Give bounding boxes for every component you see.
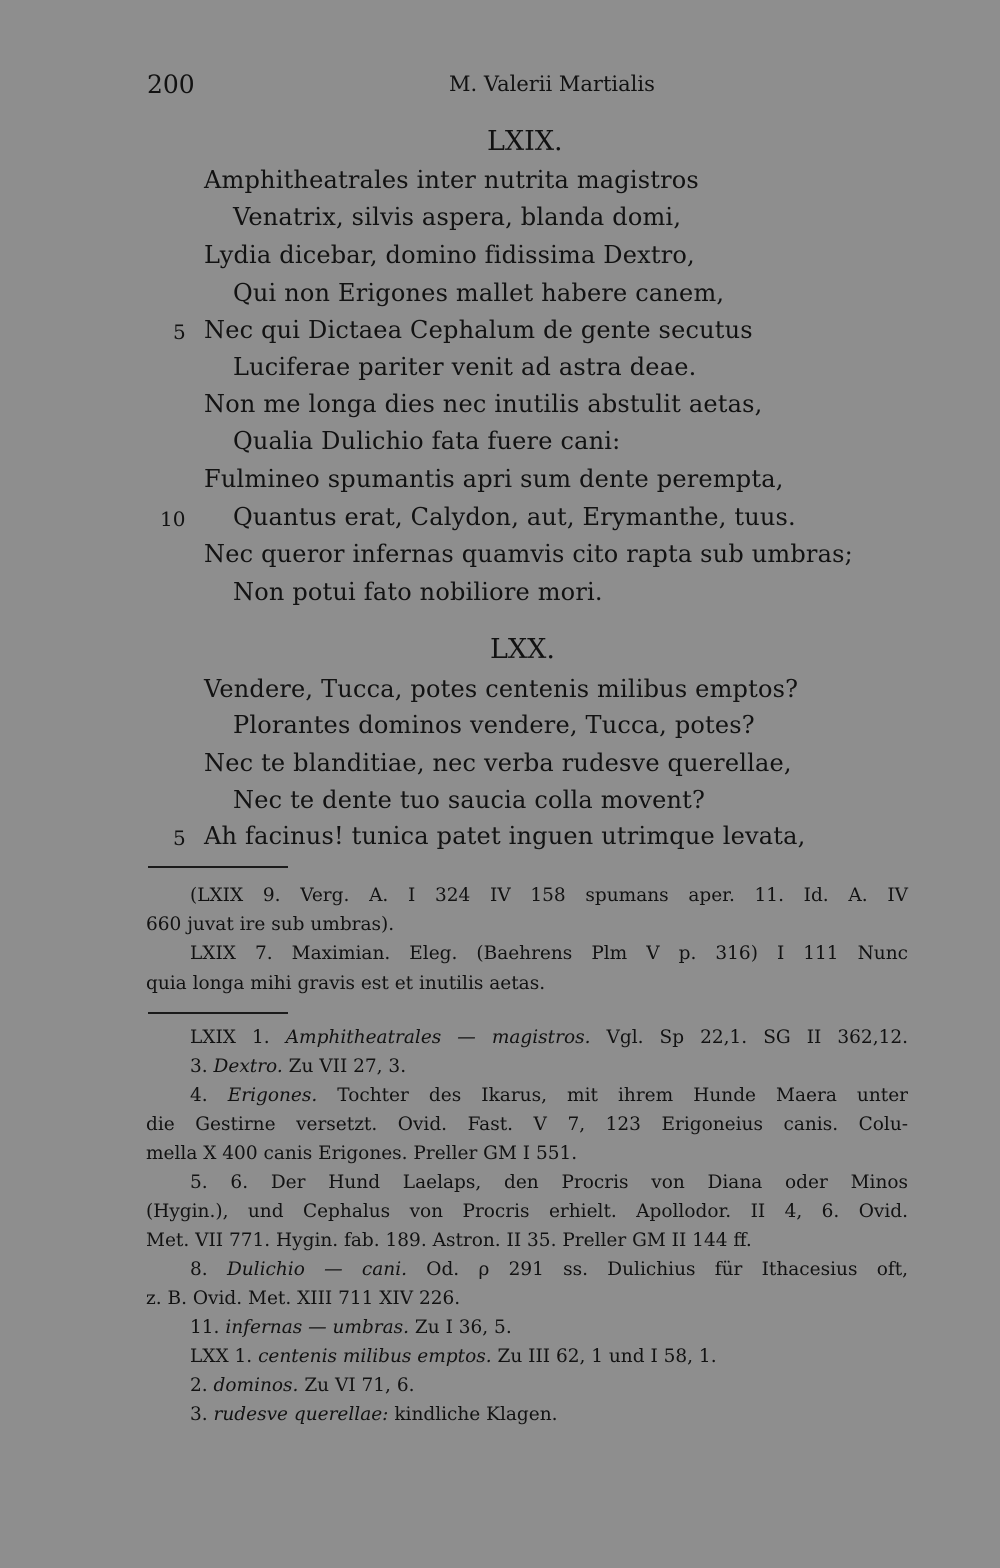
verse-line: Nec qui Dictaea Cephalum de gente secutus [204, 316, 753, 344]
commentary-ref: 3. [190, 1404, 208, 1425]
commentary-line: (Hygin.), und Cephalus von Procris erhielt. Apollodor. II 4, 6. Ovid. [146, 1201, 908, 1222]
verse-line: Non potui fato nobiliore mori. [233, 578, 603, 606]
verse-line: Lydia dicebar, domino fidissima Dextro, [204, 241, 695, 269]
commentary-text: Zu VI 71, 6. [304, 1375, 415, 1396]
verse-line: Non me longa dies nec inutilis abstulit aetas, [204, 390, 763, 418]
running-title: M. Valerii Martialis [449, 72, 655, 96]
commentary-line: z. B. Ovid. Met. XIII 711 XIV 226. [146, 1288, 461, 1309]
commentary-text: Zu III 62, 1 und I 58, 1. [497, 1346, 717, 1367]
verse-line: Plorantes dominos vendere, Tucca, potes? [233, 711, 755, 739]
commentary-text: kindliche Klagen. [394, 1404, 558, 1425]
verse-line: Quantus erat, Calydon, aut, Erymanthe, tuus. [233, 503, 796, 531]
commentary-line [190, 1086, 908, 1106]
commentary-lemma: dominos. [213, 1375, 299, 1396]
commentary-line [190, 1260, 908, 1280]
commentary-line: 5. 6. Der Hund Laelaps, den Procris von Diana oder Minos [190, 1172, 908, 1193]
commentary-ref: 8. [190, 1259, 208, 1280]
commentary-ref: LXX 1. [190, 1346, 253, 1367]
commentary-lemma: Amphitheatrales — magistros. [285, 1027, 591, 1048]
verse-line: Amphitheatrales inter nutrita magistros [204, 166, 699, 194]
commentary-text: Vgl. Sp 22,1. SG II 362,12. [606, 1027, 908, 1048]
line-number: 10 [160, 507, 186, 531]
footnote-divider [148, 866, 288, 868]
page-number: 200 [147, 70, 195, 99]
poem-title-lxx: LXX. [490, 634, 555, 665]
verse-line: Luciferae pariter venit ad astra deae. [233, 353, 697, 381]
commentary-ref: 4. [190, 1085, 208, 1106]
commentary-line [190, 1376, 908, 1396]
commentary-line [190, 1318, 908, 1338]
commentary-line [190, 1347, 908, 1367]
commentary-lemma: infernas — umbras. [225, 1317, 410, 1338]
commentary-lemma: rudesve querellae: [213, 1404, 389, 1425]
commentary-lemma: Dulichio — cani. [226, 1259, 407, 1280]
commentary-line [190, 1028, 908, 1048]
commentary-text: Od. ρ 291 ss. Dulichius für Ithacesius oft, [426, 1259, 909, 1280]
commentary-text: Zu VII 27, 3. [288, 1056, 407, 1077]
verse-line: Qualia Dulichio fata fuere cani: [233, 427, 621, 455]
commentary-lemma: centenis milibus emptos. [258, 1346, 492, 1367]
commentary-text: Zu I 36, 5. [414, 1317, 512, 1338]
commentary-ref: LXIX 1. [190, 1027, 270, 1048]
commentary-divider [148, 1012, 288, 1014]
verse-line: Nec queror infernas quamvis cito rapta sub umbras; [204, 540, 853, 568]
poem-title-lxix: LXIX. [487, 126, 563, 157]
parallel-note-line: LXIX 7. Maximian. Eleg. (Baehrens Plm V p. 316) I 111 Nunc [190, 943, 908, 964]
commentary-line: Met. VII 771. Hygin. fab. 189. Astron. II 35. Preller GM II 144 ff. [146, 1230, 752, 1251]
commentary-ref: 11. [190, 1317, 220, 1338]
commentary-line [190, 1405, 908, 1425]
verse-line: Nec te blanditiae, nec verba rudesve querellae, [204, 749, 792, 777]
commentary-ref: 3. [190, 1056, 208, 1077]
verse-line: Nec te dente tuo saucia colla movent? [233, 786, 706, 814]
verse-line: Fulmineo spumantis apri sum dente perempta, [204, 465, 784, 493]
verse-line: Venatrix, silvis aspera, blanda domi, [233, 203, 682, 231]
verse-line: Vendere, Tucca, potes centenis milibus emptos? [204, 675, 799, 703]
parallel-note-line: (LXIX 9. Verg. A. I 324 IV 158 spumans aper. 11. Id. A. IV [190, 885, 908, 906]
line-number: 5 [173, 826, 186, 850]
line-number: 5 [173, 320, 186, 344]
parallel-note-line: quia longa mihi gravis est et inutilis aetas. [146, 973, 546, 994]
commentary-line [190, 1057, 908, 1077]
verse-line: Ah facinus! tunica patet inguen utrimque levata, [204, 822, 806, 850]
commentary-lemma: Dextro. [213, 1056, 283, 1077]
commentary-ref: 2. [190, 1375, 208, 1396]
commentary-text: Tochter des Ikarus, mit ihrem Hunde Maera unter [337, 1085, 908, 1106]
commentary-line: die Gestirne versetzt. Ovid. Fast. V 7, 123 Erigoneius canis. Colu- [146, 1114, 908, 1135]
commentary-lemma: Erigones. [227, 1085, 318, 1106]
parallel-note-line: 660 juvat ire sub umbras). [146, 914, 395, 935]
commentary-line: mella X 400 canis Erigones. Preller GM I 551. [146, 1143, 578, 1164]
verse-line: Qui non Erigones mallet habere canem, [233, 279, 725, 307]
